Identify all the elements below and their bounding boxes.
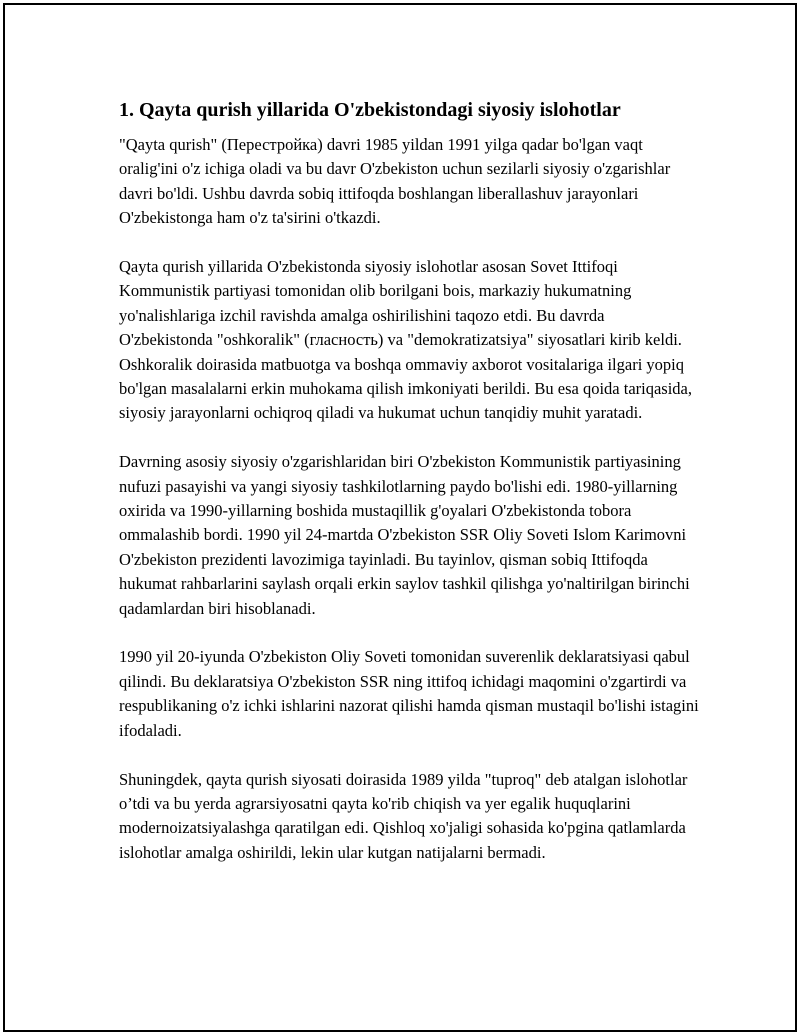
document-page (3, 3, 797, 1032)
paragraph: Qayta qurish yillarida O'zbekistonda siyosiy islohotlar asosan Sovet Ittifoqi Kommunistik partiyasi tomonidan olib borilgani bois, markaziy hukumatning yo'nalishlariga izchil ravishda amalga oshirilishini taqozo etdi. Bu davrda O'zbekistonda "oshkoralik" (гласность) va "demokratizatsiya" siyosatlari kirib keldi. Oshkoralik doirasida matbuotga va boshqa ommaviy axborot vositalariga ilgari yopiq bo'lgan masalalarni erkin muhokama qilish imkoniyati berildi. Bu esa qoida tariqasida, siyosiy jarayonlarni ochiqroq qiladi va hukumat uchun tanqidiy muhit yaratadi. (119, 257, 693, 423)
paragraph: "Qayta qurish" (Перестройка) davri 1985 yildan 1991 yilga qadar bo'lgan vaqt oralig'ini o'z ichiga oladi va bu davr O'zbekiston uchun sezilarli siyosiy o'zgarishlar davri bo'ldi. Ushbu davrda sobiq ittifoqda boshlangan liberallashuv jarayonlari O'zbekistonga ham o'z ta'sirini o'tkazdi. (119, 135, 671, 228)
document-body (119, 97, 699, 890)
paragraph: Davrning asosiy siyosiy o'zgarishlaridan biri O'zbekiston Kommunistik partiyasining nufuzi pasayishi va yangi siyosiy tashkilotlarning paydo bo'lishi edi. 1980-yillarning oxirida va 1990-yillarning boshida mustaqillik g'oyalari O'zbekistonda tobora ommalashib bordi. 1990 yil 24-martda O'zbekiston SSR Oliy Soveti Islom Karimovni O'zbekiston prezidenti lavozimiga tayinladi. Bu tayinlov, qisman sobiq Ittifoqda hukumat rahbarlarini saylash orqali erkin saylov tashkil qilishga yo'naltirilgan birinchi qadamlardan biri hisoblanadi. (119, 452, 690, 618)
document-title: 1. Qayta qurish yillarida O'zbekistondagi siyosiy islohotlar (119, 99, 621, 121)
paragraph: 1990 yil 20-iyunda O'zbekiston Oliy Soveti tomonidan suverenlik deklaratsiyasi qabul qilindi. Bu deklaratsiya O'zbekiston SSR ning ittifoq ichidagi maqomini o'zgartirdi va respublikaning o'z ichki ishlarini nazorat qilishi hamda qisman mustaqil bo'lishi istagini ifodaladi. (119, 647, 699, 740)
paragraph: Shuningdek, qayta qurish siyosati doirasida 1989 yilda "tuproq" deb atalgan islohotlar o’tdi va bu yerda agrarsiyosatni qayta ko'rib chiqish va yer egalik huquqlarini modernoizatsiyalashga qaratilgan edi. Qishloq xo'jaligi sohasida ko'pgina qatlamlarda islohotlar amalga oshirildi, lekin ular kutgan natijalarni bermadi. (119, 769, 688, 862)
